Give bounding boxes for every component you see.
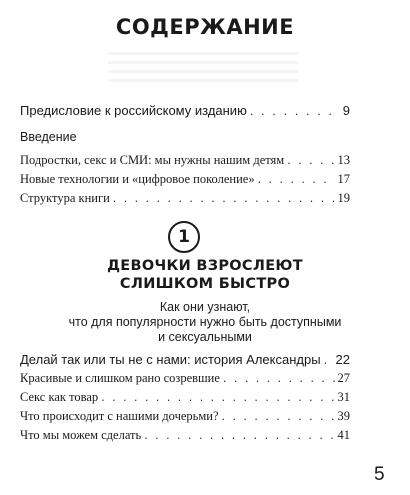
toc-entry-title: Делай так или ты не с нами: история Александры <box>20 352 321 367</box>
chapter-title: ДЕВОЧКИ ВЗРОСЛЕЮТ <box>107 258 303 274</box>
leader-dots <box>258 172 335 186</box>
chapter-number-badge <box>168 221 200 253</box>
leader-dots <box>324 352 333 367</box>
toc-entry[interactable] <box>20 352 350 367</box>
chapter-number: 1 <box>178 227 190 247</box>
toc-entry-title: Что происходит с нашими дочерьми? <box>20 409 219 423</box>
toc-entry-title: Структура книги <box>20 191 110 205</box>
toc-entry[interactable] <box>20 172 350 187</box>
toc-entry-preface[interactable] <box>20 103 350 118</box>
leader-dots <box>101 390 334 404</box>
toc-entry-page: 27 <box>337 371 350 385</box>
toc-entry-page: 17 <box>337 172 350 186</box>
toc-entry-page: 39 <box>337 409 350 423</box>
leader-dots <box>144 428 334 442</box>
toc-entry-title: Красивые и слишком рано созревшие <box>20 371 220 385</box>
toc-entry[interactable] <box>20 371 350 386</box>
toc-entry[interactable] <box>20 153 350 168</box>
leader-dots <box>223 371 335 385</box>
toc-entry[interactable] <box>20 390 350 405</box>
toc-entry-page: 22 <box>335 352 350 367</box>
bleed-through-text <box>108 52 298 82</box>
leader-dots <box>287 153 334 167</box>
chapter-subtitle: что для популярности нужно быть доступными <box>68 315 342 329</box>
toc-entry-title: Секс как товар <box>20 390 99 404</box>
page-title: СОДЕРЖАНИЕ <box>115 15 295 39</box>
chapter-title: СЛИШКОМ БЫСТРО <box>119 276 291 292</box>
toc-entry[interactable] <box>20 428 350 443</box>
chapter-subtitle: Как они узнают, <box>159 300 251 314</box>
leader-dots <box>250 103 340 118</box>
toc-entry-title: Подростки, секс и СМИ: мы нужны нашим детям <box>20 153 285 167</box>
toc-entry-page: 13 <box>337 153 350 167</box>
toc-entry-title: Что мы можем сделать <box>20 428 142 442</box>
toc-entry-page: 9 <box>342 103 350 118</box>
toc-entry-page: 31 <box>337 390 350 404</box>
leader-dots <box>113 191 335 205</box>
section-label-intro: Введение <box>20 130 77 144</box>
toc-entry[interactable] <box>20 191 350 206</box>
toc-entry[interactable] <box>20 409 350 424</box>
chapter-subtitle: и сексуальными <box>158 330 252 344</box>
toc-entry-page: 19 <box>337 191 350 205</box>
page-number: 5 <box>374 464 385 485</box>
toc-entry-title: Предисловие к российскому изданию <box>20 103 247 118</box>
toc-entry-page: 41 <box>337 428 350 442</box>
toc-entry-title: Новые технологии и «цифровое поколение» <box>20 172 255 186</box>
leader-dots <box>222 409 335 423</box>
